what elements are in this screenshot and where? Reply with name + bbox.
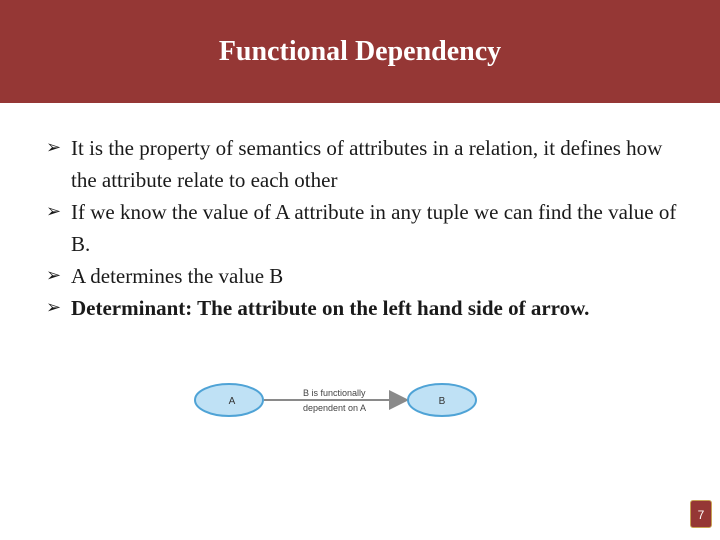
- node-b-label: B: [438, 396, 446, 407]
- slide-title: Functional Dependency: [218, 36, 502, 67]
- bullet-item: [46, 260, 686, 292]
- arrowhead-bullet-icon: ➢: [46, 297, 62, 318]
- bullet-item: [46, 292, 686, 324]
- bullet-text: It is the property of semantics of attributes in a relation, it defines how the attribute relate to each other: [71, 136, 663, 192]
- bullet-text: If we know the value of A attribute in any tuple we can find the value of B.: [71, 200, 677, 256]
- arrowhead-bullet-icon: ➢: [46, 201, 62, 222]
- bullet-text: Determinant: The attribute on the left hand side of arrow.: [71, 296, 590, 320]
- bullet-text: A determines the value B: [71, 264, 284, 288]
- bullet-item: [46, 132, 686, 196]
- functional-dependency-diagram: [190, 375, 490, 425]
- bullet-list: [46, 132, 686, 324]
- arrow-label-line1: B is functionally: [303, 388, 366, 398]
- page-number-badge: 7: [690, 500, 712, 528]
- arrowhead-bullet-icon: ➢: [46, 137, 62, 158]
- arrow-label-line2: dependent on A: [303, 403, 367, 413]
- node-a-label: A: [228, 396, 236, 407]
- bullet-item: [46, 196, 686, 260]
- arrowhead-bullet-icon: ➢: [46, 265, 62, 286]
